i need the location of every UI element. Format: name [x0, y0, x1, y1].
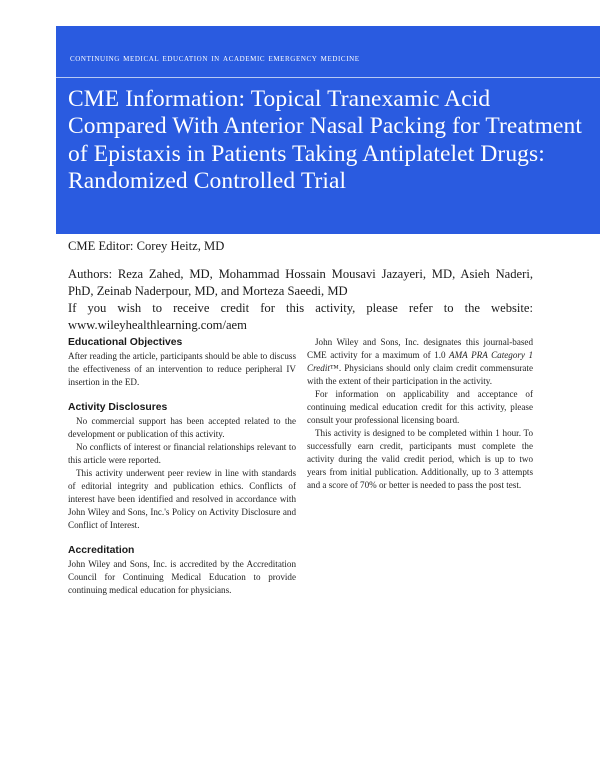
accreditation-heading: Accreditation — [68, 545, 135, 556]
article-title: CME Information: Topical Tranexamic Acid Compared With Anterior Nasal Packing for Treatment of Epistaxis in Patients Taking Antiplatelet Drugs: Randomized Controlled Trial — [68, 86, 583, 195]
applicability-paragraph: For information on applicability and acceptance of continuing medical education credit for this activity, please consult your professional licensing board. — [307, 389, 533, 425]
designation-paragraph: John Wiley and Sons, Inc. designates this journal-based CME activity for a maximum of 1.0 AMA PRA Category 1 Credit™. Physicians should only claim credit commensurate with the extent of their participation in the activity. — [307, 337, 534, 386]
authors-line: Authors: Reza Zahed, MD, Mohammad Hossain Mousavi Jazayeri, MD, Asieh Naderi, PhD, Zeinab Naderpour, MD, and Morteza Saeedi, MD — [68, 267, 533, 298]
objectives-text: After reading the article, participants should be able to discuss the effectiveness of an intervention to reduce peripheral IV insertion in the ED. — [68, 351, 296, 387]
left-column — [68, 336, 296, 597]
header-banner — [56, 26, 600, 234]
disclosures-paragraph-1: No commercial support has been accepted related to the development or publication of this activity. — [68, 416, 296, 439]
banner-divider — [56, 77, 600, 78]
disclosures-paragraph-3: This activity underwent peer review in line with standards of editorial integrity and publication ethics. Conflicts of interest have been identified and resolved in accordance with John Wiley and Sons, Inc.'s Policy on Activity Disclosure and Conflict of Interest. — [68, 468, 296, 530]
journal-section-label: continuing medical education in academic emergency medicine — [70, 53, 360, 64]
accreditation-text: John Wiley and Sons, Inc. is accredited by the Accreditation Council for Continuing Medical Education to provide continuing medical education for physicians. — [68, 559, 296, 595]
right-column — [307, 336, 533, 492]
credit-instructions: If you wish to receive credit for this activity, please refer to the website: www.wileyhealthlearning.com/aem — [68, 301, 533, 332]
credit-type: AMA PRA Category 1 Credit — [307, 350, 534, 373]
disclosures-heading: Activity Disclosures — [68, 402, 168, 413]
cme-editor: CME Editor: Corey Heitz, MD — [68, 239, 225, 253]
completion-paragraph: This activity is designed to be completed within 1 hour. To successfully earn credit, participants must complete the activity during the valid credit period, which is up to two years from initial publication. Additionally, up to 3 attempts and a score of 70% or better is needed to pass the post test. — [307, 428, 533, 490]
objectives-heading: Educational Objectives — [68, 337, 183, 348]
disclosures-paragraph-2: No conflicts of interest or financial relationships relevant to this article were reported. — [68, 442, 296, 465]
